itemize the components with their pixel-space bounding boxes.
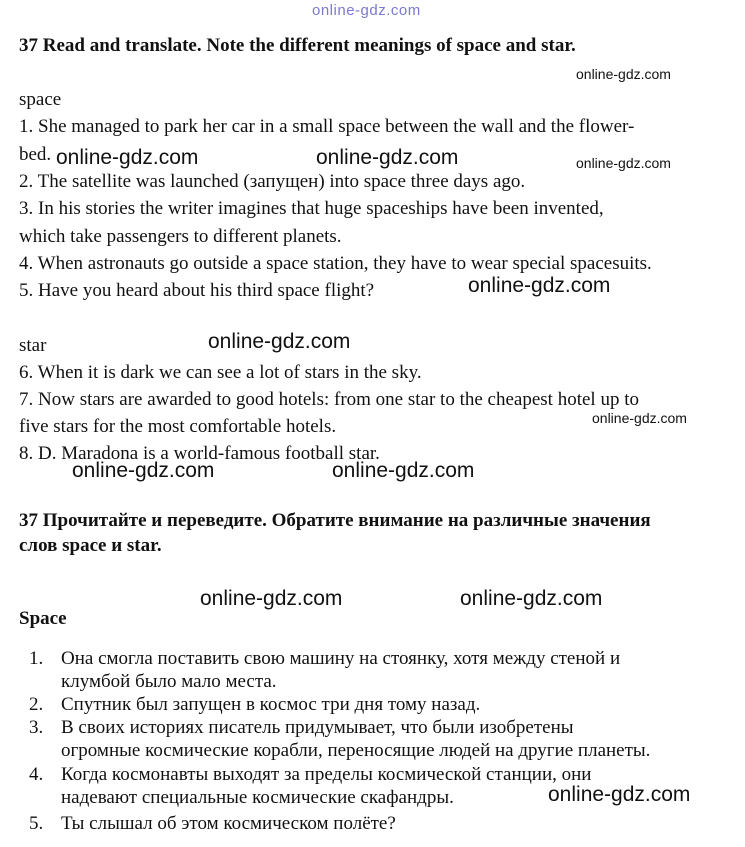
section-label-space: space: [19, 89, 62, 110]
translation-3-line2: огромные космические корабли, переносящие людей на другие планеты.: [61, 740, 651, 761]
sentence-1-line2: bed.: [19, 144, 52, 165]
sentence-2: 2. The satellite was launched (запущен) into space three days ago.: [19, 171, 526, 192]
watermark: online-gdz.com: [200, 587, 343, 610]
list-number: 4.: [29, 764, 44, 785]
exercise-heading-ru-line1: 37 Прочитайте и переведите. Обратите внимание на различные значения: [19, 510, 651, 531]
watermark: online-gdz.com: [576, 66, 671, 82]
translation-1-line1: 1. Она смогла поставить свою машину на стоянку, хотя между стеной и: [29, 648, 621, 669]
sentence-4: 4. When astronauts go outside a space station, they have to wear special spacesuits.: [19, 253, 652, 274]
sentence-3-line2: which take passengers to different planets.: [19, 226, 342, 247]
watermark: online-gdz.com: [592, 410, 687, 426]
watermark: online-gdz.com: [316, 146, 459, 169]
translation-1-line2: клумбой было мало места.: [61, 671, 277, 692]
watermark: online-gdz.com: [548, 783, 691, 806]
watermark-top: online-gdz.com: [312, 2, 421, 19]
translation-3-line1: 3. В своих историях писатель придумывает, что были изобретены: [29, 717, 574, 738]
sentence-5: 5. Have you heard about his third space flight?: [19, 280, 375, 301]
watermark: online-gdz.com: [56, 146, 199, 169]
translation-5: 5. Ты слышал об этом космическом полёте?: [29, 813, 396, 834]
exercise-heading-en: 37 Read and translate. Note the different meanings of space and star.: [19, 35, 576, 56]
translation-4-line1: 4. Когда космонавты выходят за пределы космической станции, они: [29, 764, 592, 785]
sentence-3-line1: 3. In his stories the writer imagines that huge spaceships have been invented,: [19, 198, 604, 219]
watermark: online-gdz.com: [332, 459, 475, 482]
section-label-star: star: [19, 335, 47, 356]
watermark: online-gdz.com: [72, 459, 215, 482]
watermark: online-gdz.com: [460, 587, 603, 610]
watermark: online-gdz.com: [208, 330, 351, 353]
section-label-space-ru: Space: [19, 608, 67, 629]
list-number: 1.: [29, 648, 44, 669]
sentence-1-line1: 1. She managed to park her car in a small space between the wall and the flower-: [19, 116, 635, 137]
list-number: 3.: [29, 717, 44, 738]
sentence-6: 6. When it is dark we can see a lot of stars in the sky.: [19, 362, 422, 383]
watermark: online-gdz.com: [576, 155, 671, 171]
list-number: 2.: [29, 694, 44, 715]
sentence-7-line2: five stars for the most comfortable hotels.: [19, 416, 337, 437]
translation-2: 2. Спутник был запущен в космос три дня тому назад.: [29, 694, 481, 715]
watermark: online-gdz.com: [468, 274, 611, 297]
sentence-7-line1: 7. Now stars are awarded to good hotels: from one star to the cheapest hotel up to: [19, 389, 639, 410]
exercise-heading-ru-line2: слов space и star.: [19, 535, 162, 556]
translation-4-line2: надевают специальные космические скафандры.: [61, 787, 454, 808]
sentence-8: 8. D. Maradona is a world-famous football star.: [19, 443, 380, 464]
list-number: 5.: [29, 813, 44, 834]
